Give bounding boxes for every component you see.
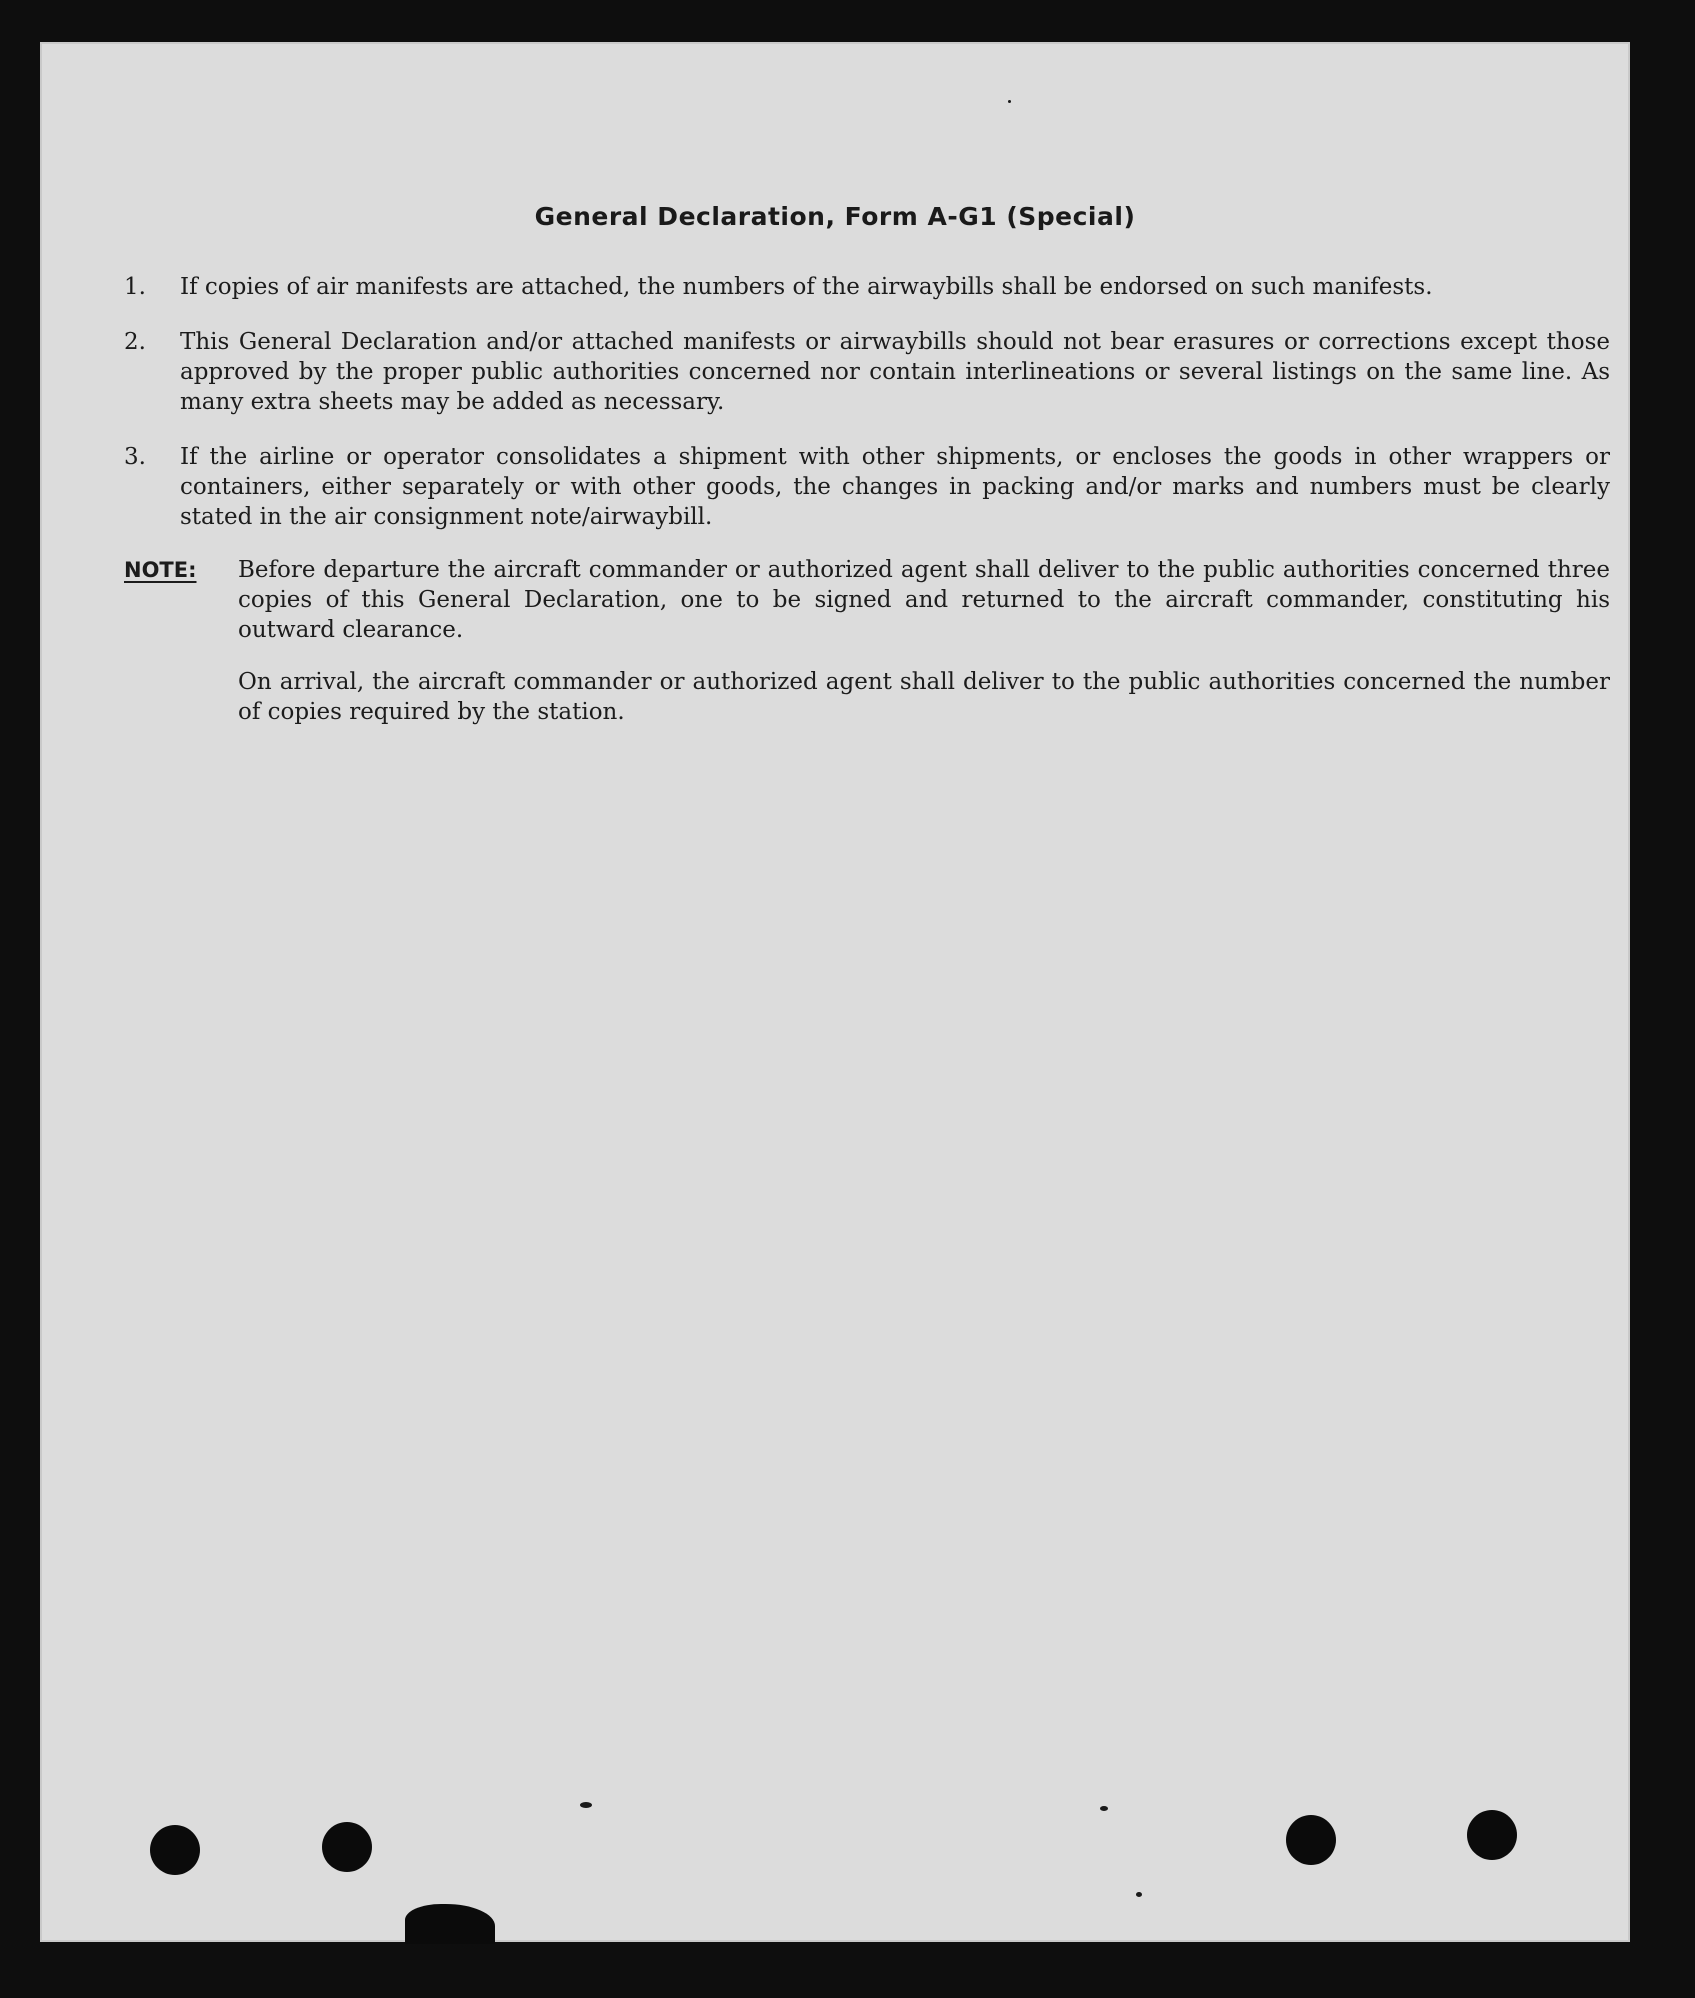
paper-sheet (40, 42, 1630, 1942)
speck (580, 1802, 592, 1808)
item-text: If the airline or operator consolidates a shipment with other shipments, or encloses the goods in other wrappers or containers, either separately or with other goods, the changes in packing and/or marks and numbers must be clearly stated in the air consignment note/airwaybill. (180, 444, 1610, 530)
note-paragraph-1: Before departure the aircraft commander or authorized agent shall deliver to the public authorities concerned three copies of this General Declaration, one to be signed and returned to the aircraft commander, constituting his outward clearance. (238, 557, 1610, 643)
speck (1008, 100, 1011, 103)
document-title: General Declaration, Form A-G1 (Special) (534, 202, 1136, 231)
item-text: This General Declaration and/or attached manifests or airwaybills should not bear erasures or corrections except those approved by the proper public authorities concerned nor contain interlineations or several listings on the same line. As many extra sheets may be added as necessary. (180, 329, 1610, 415)
instruction-item-2 (124, 327, 1610, 417)
item-text: If copies of air manifests are attached, the numbers of the airwaybills shall be endorsed on such manifests. (180, 274, 1433, 300)
item-number: 3. (124, 444, 146, 470)
note-paragraph-2: On arrival, the aircraft commander or authorized agent shall deliver to the public authorities concerned the number of copies required by the station. (238, 669, 1610, 725)
punch-hole-left-2 (322, 1822, 372, 1872)
item-number: 2. (124, 329, 146, 355)
instruction-item-3 (124, 442, 1610, 532)
torn-edge (405, 1904, 495, 1944)
punch-hole-left-1 (150, 1825, 200, 1875)
note-label: NOTE: (124, 558, 197, 582)
speck (1100, 1806, 1108, 1811)
note-section (124, 555, 1610, 727)
instruction-item-1 (124, 272, 1610, 302)
punch-hole-right-1 (1286, 1815, 1336, 1865)
punch-hole-right-2 (1467, 1810, 1517, 1860)
item-number: 1. (124, 274, 146, 300)
speck (1136, 1892, 1142, 1897)
